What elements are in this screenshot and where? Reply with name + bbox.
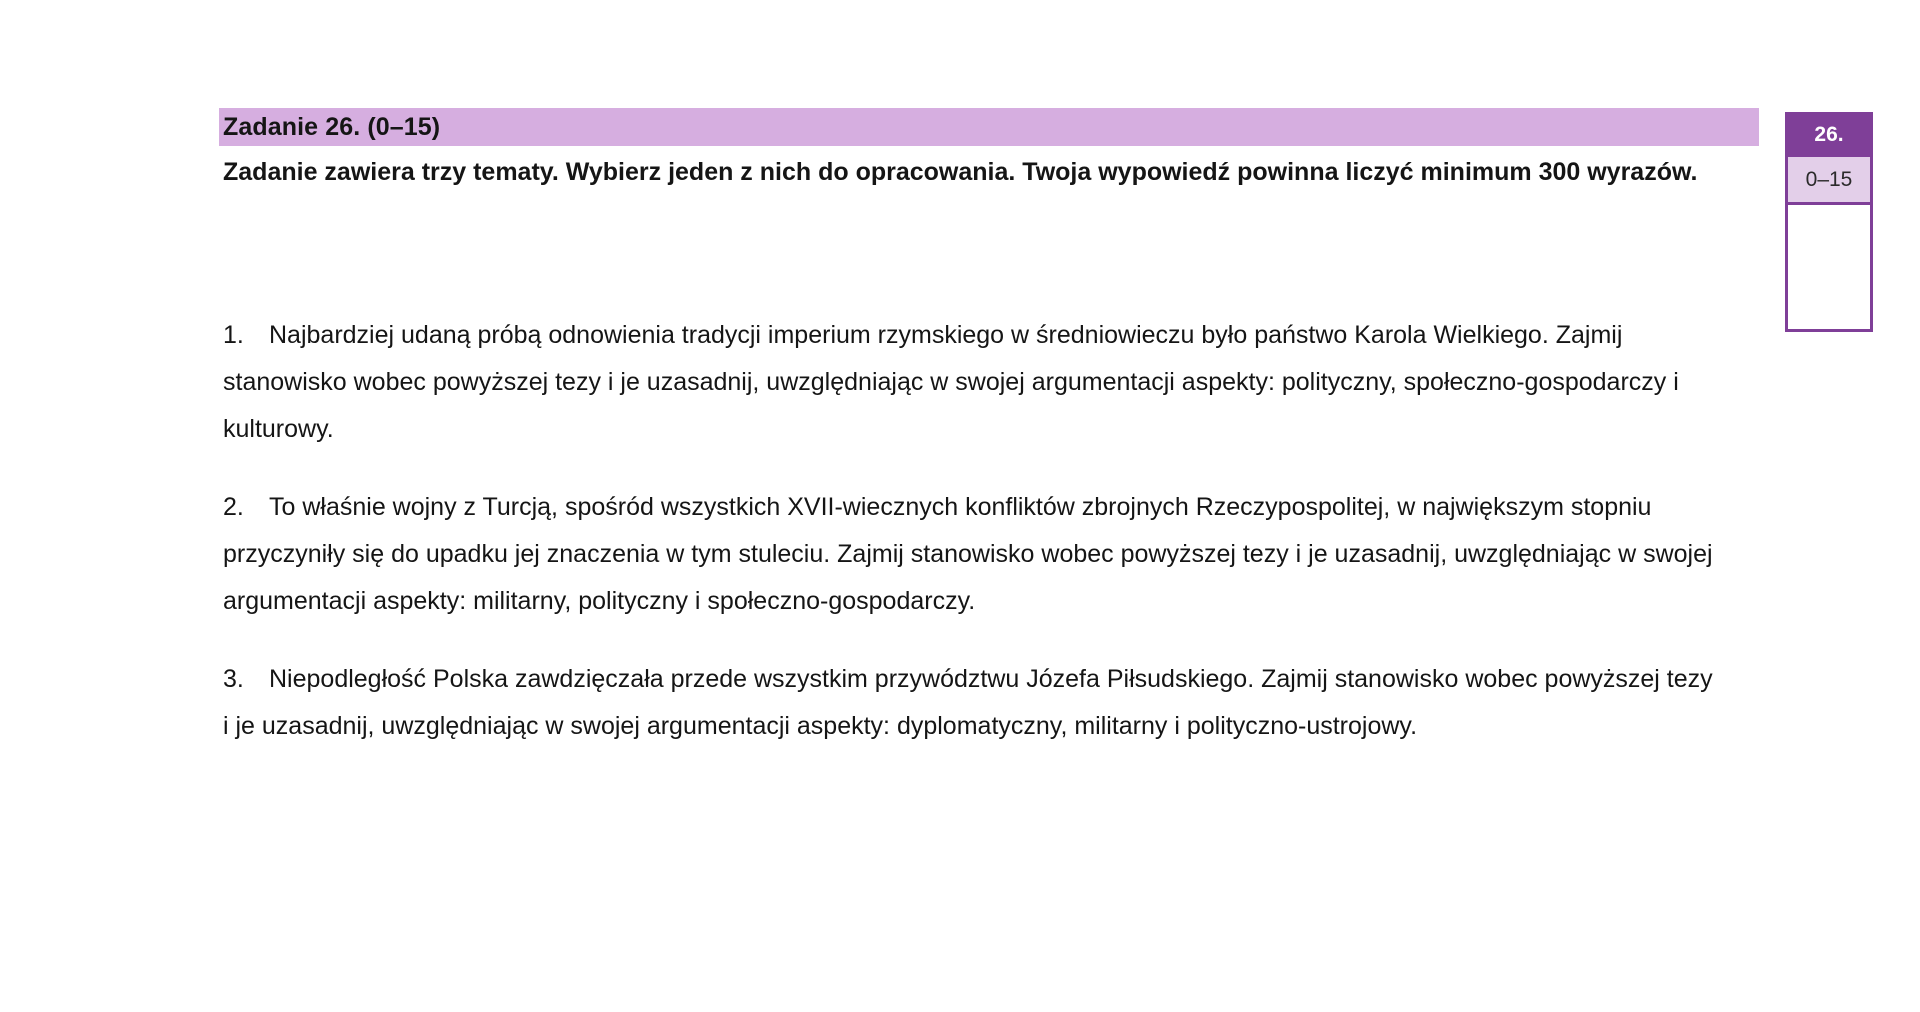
score-box-awarded-field[interactable] [1788,205,1870,326]
topic-list [223,312,1723,781]
topic-number: 1. [223,321,244,349]
topic-text: To właśnie wojny z Turcją, spośród wszystkich XVII-wiecznych konfliktów zbrojnych Rzeczypospolitej, w największym stopniu przyczyniły się do upadku jej znaczenia w tym stuleciu. Zajmij stanowisko wobec powyższej tezy i je uzasadnij, uwzględniając w swojej argumentacji aspekty: militarny, polityczny i społeczno-gospodarczy. [223,493,1713,615]
task-header [219,108,1759,146]
topic-text: Niepodległość Polska zawdzięczała przede wszystkim przywództwu Józefa Piłsudskiego. Zajmij stanowisko wobec powyższej tezy i je uzasadnij, uwzględniając w swojej argumentacji aspekty: dyplomatyczny, militarny i polityczno-ustrojowy. [223,665,1713,740]
score-box-task-number: 26. [1788,115,1870,157]
task-instruction: Zadanie zawiera trzy tematy. Wybierz jeden z nich do opracowania. Twoja wypowiedź powinna liczyć minimum 300 wyrazów. [223,158,1698,186]
topic-number: 3. [223,665,244,693]
topic-number: 2. [223,493,244,521]
list-item [223,656,1723,750]
task-header-label: Zadanie 26. (0–15) [223,112,441,141]
score-box [1785,112,1873,332]
score-box-points-range: 0–15 [1788,157,1870,205]
list-item [223,484,1723,625]
list-item [223,312,1723,453]
topic-text: Najbardziej udaną próbą odnowienia tradycji imperium rzymskiego w średniowieczu było państwo Karola Wielkiego. Zajmij stanowisko wobec powyższej tezy i je uzasadnij, uwzględniając w swojej argumentacji aspekty: polityczny, społeczno-gospodarczy i kulturowy. [223,321,1679,443]
